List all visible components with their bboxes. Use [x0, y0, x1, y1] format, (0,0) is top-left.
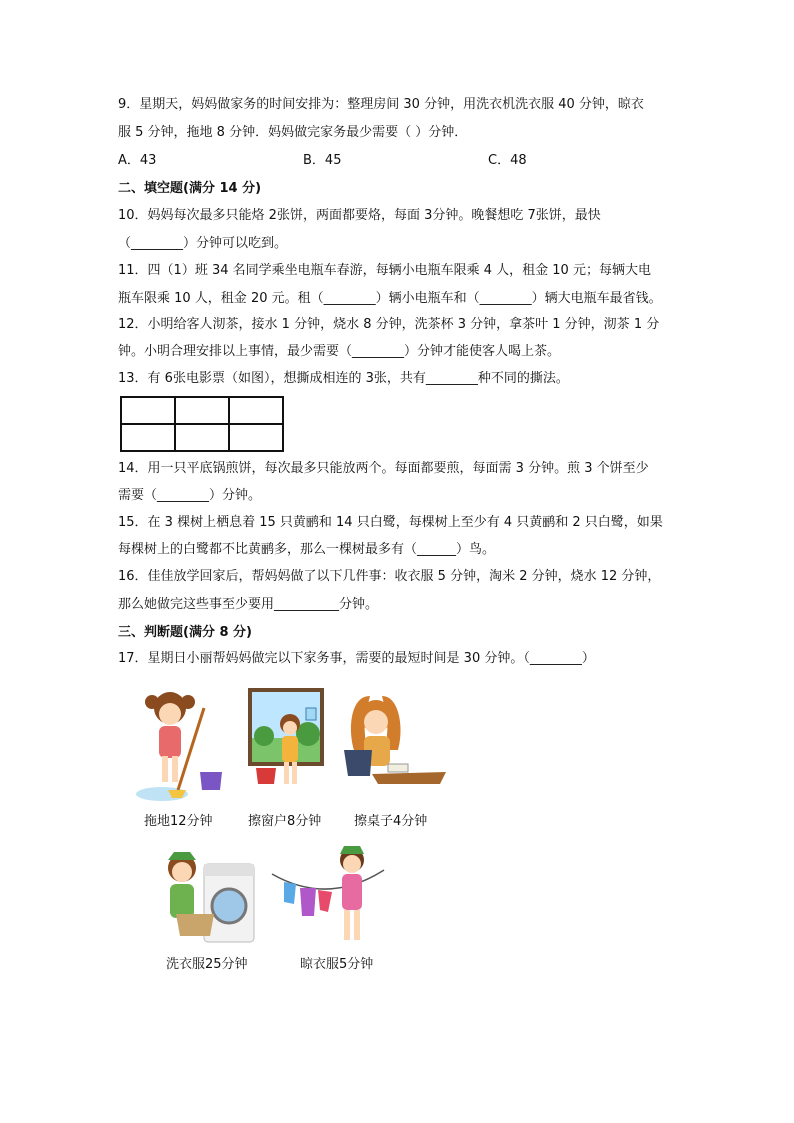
q16-line2: 那么她做完这些事至少要用__________分钟。 [118, 597, 379, 612]
q12-line1: 12．小明给客人沏茶，接水 1 分钟，烧水 8 分钟，洗茶杯 3 分钟，拿茶叶 1 分钟，沏茶 1 分 [118, 317, 660, 332]
q11-line2: 瓶车限乘 10 人，租金 20 元。租（________）辆小电瓶车和（________）辆大电瓶车最省钱。 [118, 291, 662, 306]
window-cleaning-illustration [248, 688, 324, 790]
caption-table: 擦桌子4分钟 [354, 814, 428, 829]
ticket-cell [229, 397, 283, 424]
q13-line1: 13．有 6张电影票（如图），想撕成相连的 3张，共有________种不同的撕法。 [118, 371, 569, 386]
drying-clothes-illustration [270, 846, 386, 950]
q16-line1: 16．佳佳放学回家后，帮妈妈做了以下几件事：收衣服 5 分钟，淘米 2 分钟，烧水 12 分钟， [118, 569, 661, 584]
q15-line2: 每棵树上的白鹭都不比黄鹂多，那么一棵树最多有（______）鸟。 [118, 542, 496, 557]
ticket-cell [229, 424, 283, 451]
q9-option-b: B．45 [303, 153, 342, 168]
ticket-cell [175, 424, 229, 451]
q9-line2: 服 5 分钟，拖地 8 分钟．妈妈做完家务最少需要（ ）分钟． [118, 125, 468, 140]
q17-line1: 17．星期日小丽帮妈妈做完以下家务事，需要的最短时间是 30 分钟。（________） [118, 651, 595, 666]
q9-line1: 9．星期天，妈妈做家务的时间安排为：整理房间 30 分钟，用洗衣机洗衣服 40 分钟，晾衣 [118, 97, 644, 112]
caption-drying: 晾衣服5分钟 [300, 957, 374, 972]
q15-line1: 15．在 3 棵树上栖息着 15 只黄鹂和 14 只白鹭，每棵树上至少有 4 只黄鹂和 2 只白鹭，如果 [118, 515, 663, 530]
q12-line2: 钟。小明合理安排以上事情，最少需要（________）分钟才能使客人喝上茶。 [118, 344, 561, 359]
q14-line1: 14．用一只平底锅煎饼，每次最多只能放两个。每面都要煎，每面需 3 分钟。煎 3 个饼至少 [118, 461, 649, 476]
q9-option-a: A．43 [118, 153, 157, 168]
ticket-cell [121, 397, 175, 424]
q11-line1: 11．四（1）班 34 名同学乘坐电瓶车春游，每辆小电瓶车限乘 4 人，租金 10 元；每辆大电 [118, 263, 651, 278]
q9-option-c: C．48 [488, 153, 527, 168]
q10-line2: （________）分钟可以吃到。 [118, 236, 288, 251]
table-wiping-illustration [342, 690, 448, 788]
q14-line2: 需要（________）分钟。 [118, 488, 262, 503]
section3-title: 三、判断题(满分 8 分) [118, 625, 252, 640]
caption-mop: 拖地12分钟 [144, 814, 213, 829]
caption-washing: 洗衣服25分钟 [166, 957, 248, 972]
ticket-grid [120, 396, 284, 452]
section2-title: 二、填空题(满分 14 分) [118, 181, 262, 196]
mopping-girl-illustration [132, 686, 232, 804]
q10-line1: 10．妈妈每次最多只能烙 2张饼，两面都要烙，每面 3分钟。晚餐想吃 7张饼，最快 [118, 208, 601, 223]
ticket-cell [121, 424, 175, 451]
laundry-girl-illustration [160, 850, 256, 946]
ticket-cell [175, 397, 229, 424]
caption-window: 擦窗户8分钟 [248, 814, 322, 829]
